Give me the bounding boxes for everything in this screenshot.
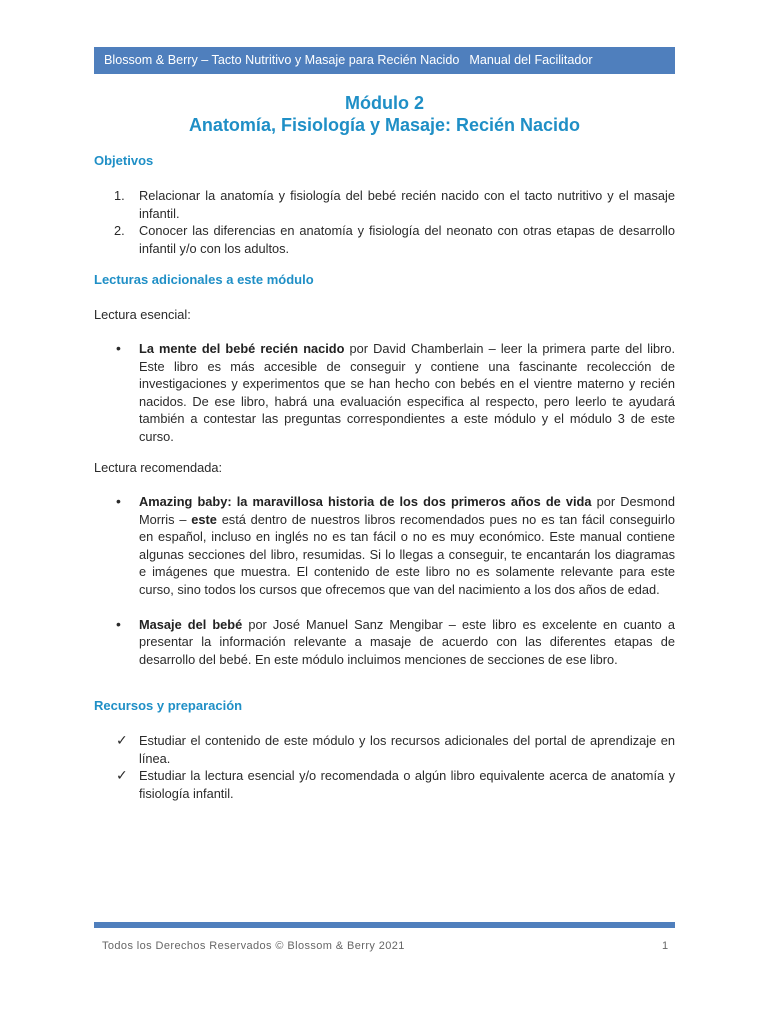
footer-copyright: Todos los Derechos Reservados © Blossom & Berry 2021 bbox=[102, 940, 405, 952]
header-title: Blossom & Berry – Tacto Nutritivo y Masaje para Recién Nacido bbox=[104, 53, 460, 67]
checkmark-icon: ✓ bbox=[116, 732, 128, 748]
page-number: 1 bbox=[662, 940, 669, 952]
page-header-bar bbox=[94, 47, 675, 74]
bullet-icon: • bbox=[116, 615, 121, 632]
bullet-icon: • bbox=[116, 493, 121, 509]
list-item-text: Estudiar el contenido de este módulo y los recursos adicionales del portal de aprendizaje en línea. bbox=[139, 733, 675, 766]
bullet-icon: • bbox=[116, 340, 121, 356]
list-item bbox=[94, 187, 675, 222]
emphasis-text: este bbox=[191, 511, 217, 527]
checkmark-icon: ✓ bbox=[116, 767, 128, 784]
list-item bbox=[94, 767, 675, 802]
objetivos-list bbox=[94, 187, 675, 257]
book-title: Amazing baby: la maravillosa historia de los dos primeros años de vida bbox=[139, 494, 592, 509]
list-item-text: Relacionar la anatomía y fisiología del bebé recién nacido con el tacto nutritivo y el masaje infantil. bbox=[139, 188, 675, 221]
book-title: Masaje del bebé bbox=[139, 616, 243, 632]
list-item bbox=[94, 493, 675, 599]
module-title bbox=[94, 92, 675, 136]
list-item bbox=[94, 616, 675, 669]
list-item-text: por David Chamberlain – leer la primera parte del libro. Este libro es más accesible de conseguir y contiene una fascinante recolección de investigaciones y experimentos que se han hecho con bebés en el vientre materno y recién nacidos. De ese libro, habrá una evaluación especifica al respecto, pero leerlo te ayudará también a contestar las preguntas correspondientes a este módulo y el módulo 3 de este curso. bbox=[139, 341, 675, 444]
book-title: La mente del bebé recién nacido bbox=[139, 341, 345, 356]
list-number: 2. bbox=[114, 223, 125, 239]
list-item-text: Conocer las diferencias en anatomía y fisiología del neonato con otras etapas de desarrollo infantil y/o con los adultos. bbox=[139, 223, 675, 256]
lectura-recomendada-label: Lectura recomendada: bbox=[94, 460, 223, 475]
list-item bbox=[94, 732, 675, 767]
list-item-text: por José Manuel Sanz Mengibar – este libro es excelente en cuanto a presentar la información relevante a masaje de acuerdo con las diferentes etapas de desarrollo del bebé. En este módulo incluimos menciones de secciones de ese libro. bbox=[139, 616, 675, 667]
header-manual-label: Manual del Facilitador bbox=[469, 53, 593, 67]
module-subtitle: Anatomía, Fisiología y Masaje: Recién Nacido bbox=[188, 115, 581, 135]
footer-divider bbox=[94, 922, 675, 928]
list-number: 1. bbox=[114, 188, 125, 203]
lectura-esencial-list bbox=[94, 340, 675, 446]
section-heading-recursos: Recursos y preparación bbox=[94, 698, 243, 713]
list-item bbox=[94, 340, 675, 446]
lectura-esencial-label: Lectura esencial: bbox=[94, 307, 191, 322]
list-item-text: Estudiar la lectura esencial y/o recomendada o algún libro equivalente acerca de anatomía y fisiología infantil. bbox=[139, 768, 675, 801]
recursos-list bbox=[94, 732, 675, 802]
list-item bbox=[94, 222, 675, 257]
lectura-recomendada-list bbox=[94, 493, 675, 668]
list-item-text: está dentro de nuestros libros recomendados pues no es tan fácil conseguirlo en español, incluso en inglés no es tan fácil o no es muy económico. Este manual contiene algunas secciones del libro, resumidas. Si lo llegas a conseguir, te encantarán los diagramas e imágenes que muestra. El contenido de este libro no es solamente relevante para este curso, sino todos los cursos que ofrecemos que van del nacimiento a los dos años de edad. bbox=[139, 511, 675, 597]
section-heading-objetivos: Objetivos bbox=[94, 153, 154, 168]
module-number: Módulo 2 bbox=[345, 93, 424, 113]
section-heading-lecturas: Lecturas adicionales a este módulo bbox=[94, 272, 314, 287]
list-item-text: por Desmond Morris – bbox=[139, 494, 675, 527]
